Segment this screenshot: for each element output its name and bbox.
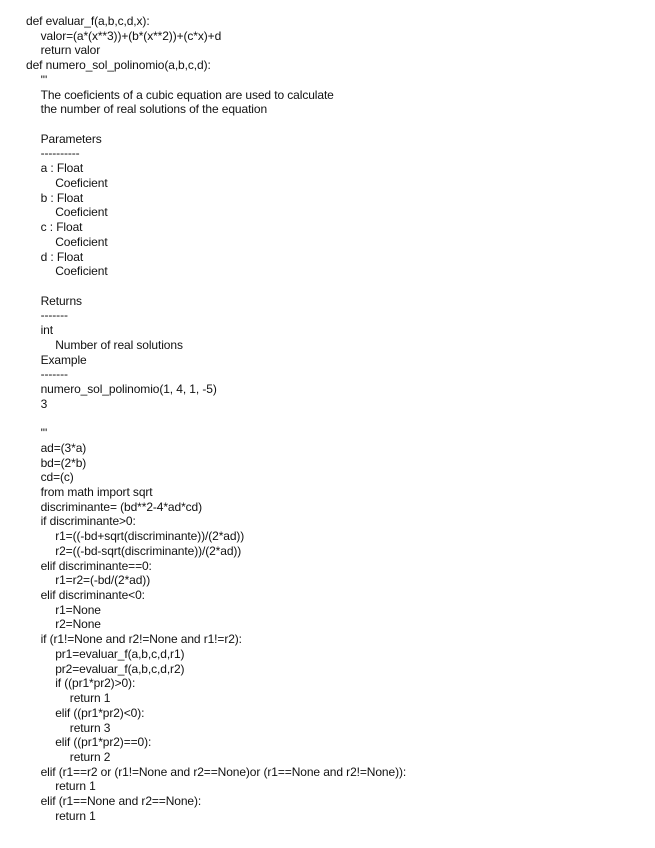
code-line: ------- bbox=[40, 367, 68, 382]
code-line: ---------- bbox=[40, 146, 80, 161]
code-line: def evaluar_f(a,b,c,d,x): bbox=[26, 14, 150, 28]
code-line: valor=(a*(x**3))+(b*(x**2))+(c*x)+d bbox=[40, 28, 222, 43]
code-line: bd=(2*b) bbox=[40, 455, 87, 470]
code-line: r2=None bbox=[55, 617, 101, 632]
code-line: the number of real solutions of the equation bbox=[40, 102, 268, 117]
code-line: c : Float bbox=[40, 220, 83, 235]
code-line: return 1 bbox=[55, 779, 96, 794]
code-line: if discriminante>0: bbox=[40, 514, 136, 529]
code-line: The coeficients of a cubic equation are used to calculate bbox=[40, 87, 334, 102]
code-line: return valor bbox=[40, 43, 101, 58]
code-line: Coeficient bbox=[55, 264, 108, 279]
code-line: ------- bbox=[40, 308, 68, 323]
code-line: Coeficient bbox=[55, 205, 108, 220]
code-line: elif discriminante==0: bbox=[40, 558, 152, 573]
code-line bbox=[26, 411, 646, 426]
code-line: return 1 bbox=[69, 691, 111, 706]
code-line: elif ((pr1*pr2)==0): bbox=[55, 735, 152, 750]
code-line bbox=[26, 279, 646, 294]
code-line: return 1 bbox=[55, 808, 96, 823]
code-line: ''' bbox=[40, 72, 48, 87]
code-line: r1=None bbox=[55, 602, 101, 617]
code-line: Coeficient bbox=[55, 175, 108, 190]
code-line: from math import sqrt bbox=[40, 485, 153, 499]
code-line: a : Float bbox=[40, 161, 84, 176]
code-line: r1=((-bd+sqrt(discriminante))/(2*ad)) bbox=[55, 529, 245, 544]
code-line: cd=(c) bbox=[40, 470, 74, 485]
code-line: Number of real solutions bbox=[55, 337, 183, 352]
code-line: ad=(3*a) bbox=[40, 440, 87, 455]
code-line: numero_sol_polinomio(1, 4, 1, -5) bbox=[40, 381, 217, 396]
code-line: Parameters bbox=[40, 131, 102, 146]
code-line: return 2 bbox=[69, 749, 111, 764]
code-line bbox=[26, 117, 646, 132]
code-line: elif ((pr1*pr2)<0): bbox=[55, 705, 145, 720]
code-line: d : Float bbox=[40, 249, 84, 264]
code-line: return 3 bbox=[69, 720, 111, 735]
code-listing bbox=[26, 14, 646, 824]
code-line: elif (r1==r2 or (r1!=None and r2==None)or (r1==None and r2!=None)): bbox=[40, 764, 407, 779]
code-line: int bbox=[40, 323, 53, 338]
code-line: r1=r2=(-bd/(2*ad)) bbox=[55, 573, 151, 588]
code-line: if ((pr1*pr2)>0): bbox=[55, 676, 136, 691]
code-line: Returns bbox=[40, 293, 82, 308]
code-line: ''' bbox=[40, 426, 48, 441]
code-line: pr1=evaluar_f(a,b,c,d,r1) bbox=[55, 646, 185, 661]
code-line: discriminante= (bd**2-4*ad*cd) bbox=[40, 499, 203, 514]
code-line: def numero_sol_polinomio(a,b,c,d): bbox=[26, 58, 211, 73]
code-line: Coeficient bbox=[55, 234, 108, 249]
code-line: 3 bbox=[40, 396, 48, 411]
code-line: b : Float bbox=[40, 190, 84, 205]
code-line: r2=((-bd-sqrt(discriminante))/(2*ad)) bbox=[55, 543, 242, 558]
code-line: if (r1!=None and r2!=None and r1!=r2): bbox=[40, 632, 242, 647]
code-line: pr2=evaluar_f(a,b,c,d,r2) bbox=[55, 661, 185, 676]
code-line: elif discriminante<0: bbox=[40, 588, 145, 603]
code-line: Example bbox=[40, 352, 87, 367]
code-line: elif (r1==None and r2==None): bbox=[40, 794, 202, 809]
